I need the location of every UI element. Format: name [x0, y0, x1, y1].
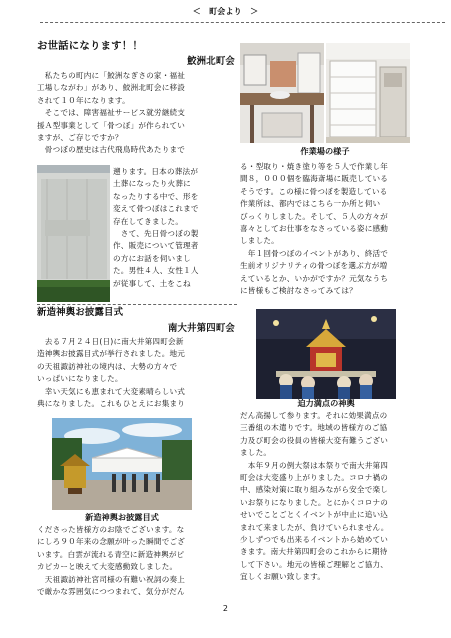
- text-line: 存在してきました。: [113, 216, 184, 226]
- text-line: カピカーと映えて大変感動致しました。: [37, 562, 178, 572]
- text-line: 力及び町会の役員の皆様大変有難うござい: [240, 435, 389, 445]
- text-line: 中、感染対策に取り組みながら安全で楽し: [240, 485, 389, 495]
- text-line: まれて来ましたが、負けていられません。: [240, 522, 389, 532]
- text-line: 作、販売について管理者: [113, 241, 199, 251]
- text-line: 骨つぼの歴史は古代飛鳥時代あたりまで: [37, 145, 186, 155]
- article1-col1b-text: [113, 166, 237, 290]
- text-line: さて、先日骨つぼの製: [113, 229, 199, 239]
- article2-col1b-text: [37, 524, 237, 598]
- text-line: 遡ります。日本の葬法が: [113, 167, 199, 176]
- text-line: いっぱいになりました。: [37, 374, 123, 384]
- workshop-photo-right: [326, 43, 410, 143]
- text-line: 喜々としてお仕事をなさっている姿に感動: [240, 224, 389, 234]
- text-line: にしろ９０年来の念願が叶った瞬間でござ: [37, 537, 186, 547]
- article1-photo-caption: 作業場の様子: [300, 146, 350, 156]
- text-line: 町会は大変盛り上がりました。コロナ禍の: [240, 473, 389, 483]
- ceremony-photo: [52, 418, 192, 510]
- text-line: 本年９月の例大祭は本祭りで南大井第四: [240, 460, 389, 470]
- text-line: ました。: [240, 448, 272, 458]
- text-line: しました。: [240, 236, 279, 246]
- text-line: 典になりました。これもひとえにお集まり: [37, 399, 186, 409]
- text-line: の方にお話を伺いまし: [113, 253, 191, 263]
- text-line: くださった皆様方のお陰でございます。な: [37, 525, 185, 534]
- article2-title: 新造神輿お披露目式: [37, 307, 124, 318]
- text-line: 造神輿お披露目式が挙行されました。地元: [37, 349, 186, 359]
- text-line: 変えて骨つぼはこれまで: [113, 204, 199, 214]
- text-line: えているとか、いかがですか？元気なうち: [240, 273, 389, 283]
- text-line: 工場しながわ」があり、鮫洲北町会に移設: [37, 83, 186, 93]
- text-line: 宜しくお願い致します。: [240, 572, 326, 582]
- article2-caption-mikoshi: 迫力満点の神輿: [297, 398, 355, 408]
- text-line: なったりする中で、形を: [113, 191, 199, 201]
- text-line: ますが、ご存じですか？: [37, 133, 123, 143]
- text-line: せいでことごとくイベントが中止に追い込: [240, 510, 389, 520]
- workshop-photo-left: [240, 43, 324, 143]
- page-number: 2: [222, 604, 229, 613]
- text-line: に皆様もご検討なさってみては？: [240, 286, 357, 296]
- building-photo: [37, 165, 110, 302]
- text-line: そこでは、障害福祉サービス就労継続支: [37, 108, 186, 118]
- header-rule: [40, 22, 445, 23]
- text-line: る・型取り・焼き塗り等を５人で作業し年: [240, 162, 389, 171]
- text-line: 去る７月２４日(日)に南大井第四町会新: [37, 337, 184, 346]
- text-line: 生前オリジナリティの骨つぼを選ぶ方が増: [240, 261, 388, 271]
- text-line: びっくりしました。そして、５人の方々が: [240, 211, 388, 221]
- text-line: います。白雲が流れる青空に新造神輿がピ: [37, 549, 185, 559]
- page-header-title: ＜ 町会より ＞: [192, 7, 259, 16]
- article2-caption-ceremony: 新造神輿お披露目式: [85, 512, 159, 522]
- article2-area: 南大井第四町会: [167, 323, 235, 334]
- article2-col2-text: [240, 410, 445, 584]
- text-line: 少しずつでも出来るイベントから始めてい: [240, 535, 389, 545]
- text-line: 土葬になったり火葬に: [113, 179, 191, 189]
- text-line: いお祭りになりました。とにかくコロナの: [240, 497, 389, 507]
- text-line: で厳かな雰囲気につつまれて、気分がだん: [37, 587, 185, 597]
- text-line: の天祖諏訪神社の境内は、大勢の方々で: [37, 361, 178, 371]
- text-line: きます。南大井第四町会のこれからに期待: [240, 547, 388, 557]
- text-line: して下さい。地元の皆様ご理解とご協力、: [240, 559, 389, 569]
- text-line: た。男性４人、女性１人: [113, 266, 199, 276]
- text-line: 援Ａ型事業として「骨つぼ」が作られてい: [37, 120, 186, 130]
- text-line: そうです。この様に骨つぼを製造している: [240, 186, 388, 196]
- text-line: 年１回骨つぼのイベントがあり、終活で: [240, 248, 389, 258]
- article-divider: [37, 304, 237, 305]
- article1-col1-text: [37, 70, 237, 157]
- text-line: 幸い天気にも恵まれて大変素晴らしい式: [37, 386, 186, 396]
- text-line: 間８，０００個を臨海斎場に販売している: [240, 174, 389, 184]
- article1-title: お世話になります！！: [37, 40, 143, 52]
- mikoshi-photo: [256, 309, 396, 399]
- text-line: されて１０年になります。: [37, 95, 130, 105]
- text-line: 天祖諏訪神社宮司様の有難い祝詞の奏上: [37, 574, 186, 584]
- text-line: 三番組の木遣りです。地域の皆様方のご協: [240, 423, 388, 433]
- article1-col2-text: [240, 161, 445, 297]
- article2-col1-text: [37, 336, 237, 410]
- text-line: 私たちの町内に「鮫洲なぎさの家・福祉: [37, 71, 186, 80]
- article1-area: 鮫洲北町会: [187, 56, 235, 67]
- text-line: が従事して、土をこね: [113, 278, 191, 288]
- text-line: 作業所は、都内ではこちら一か所と伺い: [240, 199, 381, 209]
- text-line: だん高揚して参ります。それに効果満点の: [240, 411, 388, 420]
